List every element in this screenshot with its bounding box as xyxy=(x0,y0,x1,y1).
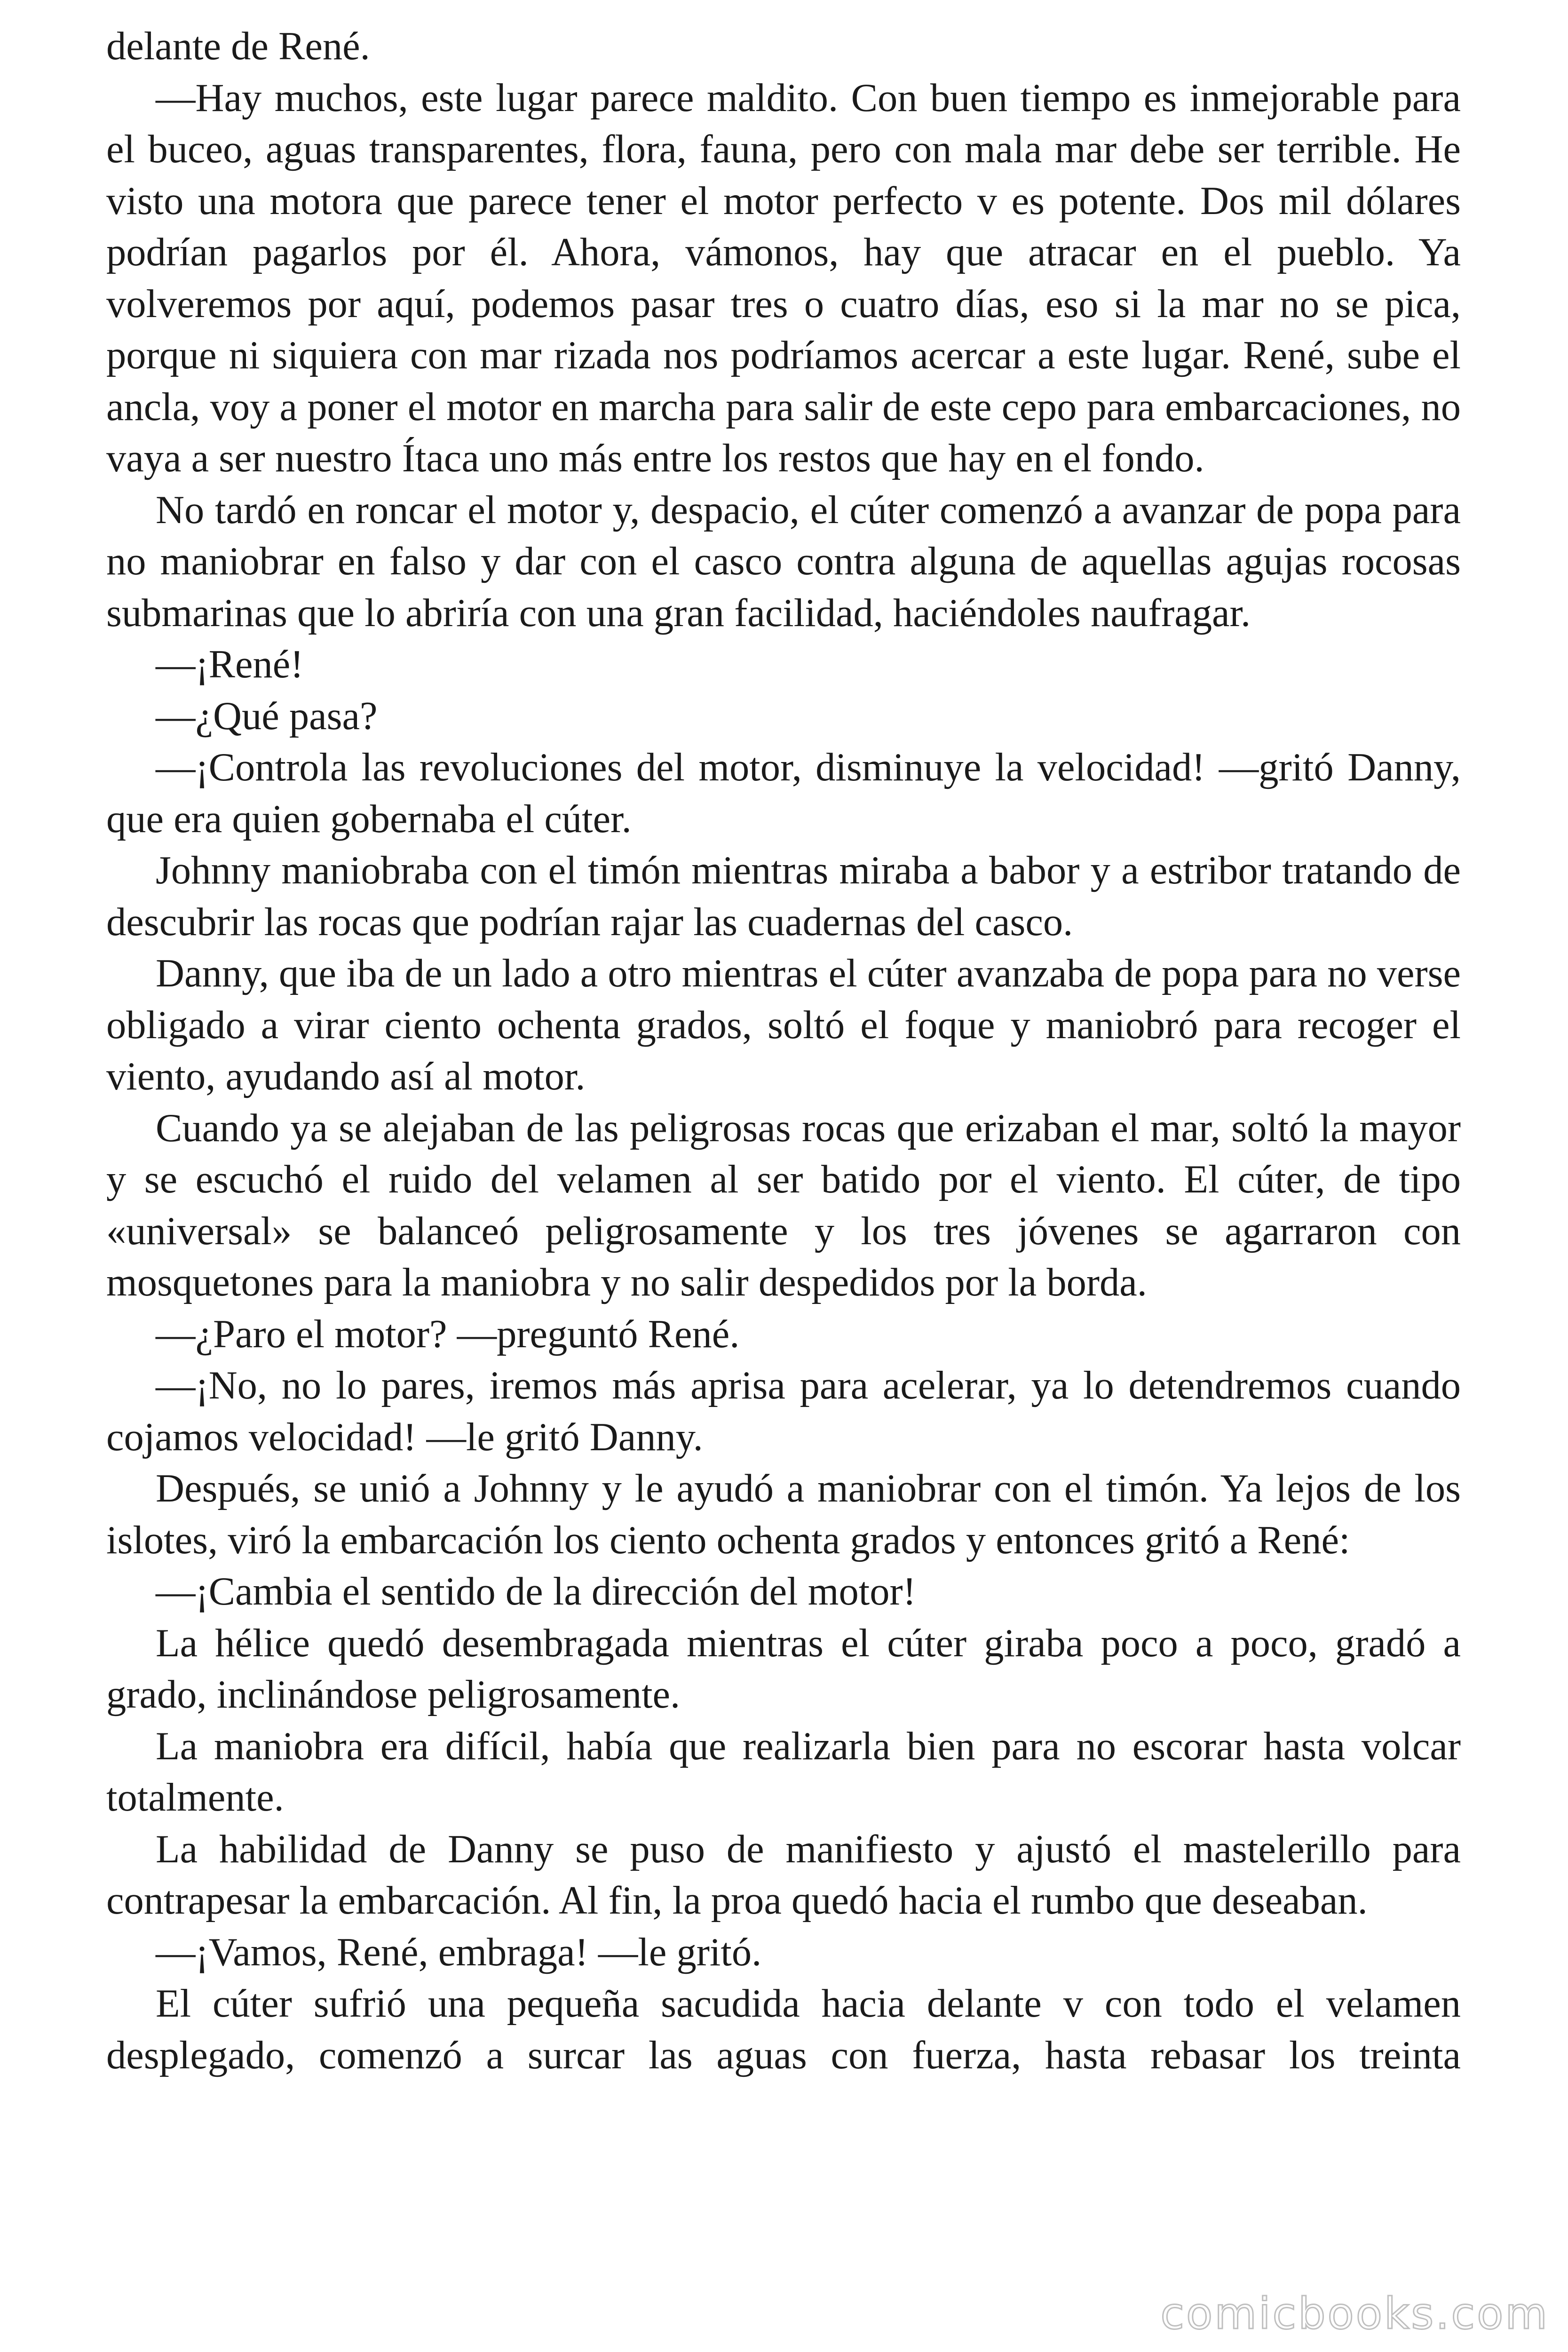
paragraph: Johnny maniobraba con el timón mientras miraba a babor y a estribor tratando de descubrir las rocas que podrían rajar las cuadernas del casco. xyxy=(106,849,1461,944)
paragraph: —¿Paro el motor? —preguntó René. xyxy=(156,1312,740,1356)
watermark: comicbooks.com xyxy=(1160,2288,1549,2339)
paragraph: El cúter sufrió una pequeña sacudida hacia delante v con todo el velamen desplegado, comenzó a surcar las aguas con fuerza, hasta rebasar los treinta xyxy=(106,1982,1461,2077)
paragraph: —Hay muchos, este lugar parece maldito. Con buen tiempo es inmejorable para el buceo, aguas transparentes, flora, fauna, pero con mala mar debe ser terrible. He visto una motora que parece tener el motor perfecto v es potente. Dos mil dólares podrían pagarlos por él. Ahora, vámonos, hay que atracar en el pueblo. Ya volveremos por aquí, podemos pasar tres o cuatro días, eso si la mar no se pica, porque ni siquiera con mar rizada nos podríamos acercar a este lugar. René, sube el ancla, voy a poner el motor en marcha para salir de este cepo para embarcaciones, no vaya a ser nuestro Ítaca uno más entre los restos que hay en el fondo. xyxy=(106,76,1461,480)
paragraph: Danny, que iba de un lado a otro mientras el cúter avanzaba de popa para no verse obligado a virar ciento ochenta grados, soltó el foque y maniobró para recoger el viento, ayudando así al motor. xyxy=(106,952,1461,1098)
paragraph: —¡Vamos, René, embraga! —le gritó. xyxy=(156,1930,762,1974)
paragraph: —¡Controla las revoluciones del motor, disminuye la velocidad! —gritó Danny, que era quien gobernaba el cúter. xyxy=(106,746,1461,841)
paragraph: La maniobra era difícil, había que realizarla bien para no escorar hasta volcar totalmente. xyxy=(106,1724,1461,1820)
paragraph: delante de René. xyxy=(106,24,370,68)
paragraph: La habilidad de Danny se puso de manifiesto y ajustó el mastelerillo para contrapesar la embarcación. Al fin, la proa quedó hacia el rumbo que deseaban. xyxy=(106,1827,1461,1923)
paragraph: —¡René! xyxy=(156,643,304,686)
paragraph: Cuando ya se alejaban de las peligrosas rocas que erizaban el mar, soltó la mayor y se escuchó el ruido del velamen al ser batido por el viento. El cúter, de tipo «universal» se balanceó peligrosamente y los tres jóvenes se agarraron con mosquetones para la maniobra y no salir despedidos por la borda. xyxy=(106,1106,1461,1304)
paragraph: —¿Qué pasa? xyxy=(156,694,378,738)
paragraph: No tardó en roncar el motor y, despacio, el cúter comenzó a avanzar de popa para no maniobrar en falso y dar con el casco contra alguna de aquellas agujas rocosas submarinas que lo abriría con una gran facilidad, haciéndoles naufragar. xyxy=(106,488,1461,635)
page-body-text xyxy=(106,21,1461,2081)
paragraph: —¡No, no lo pares, iremos más aprisa para acelerar, ya lo detendremos cuando cojamos velocidad! —le gritó Danny. xyxy=(106,1364,1461,1459)
paragraph: —¡Cambia el sentido de la dirección del motor! xyxy=(156,1570,916,1613)
paragraph: Después, se unió a Johnny y le ayudó a maniobrar con el timón. Ya lejos de los islotes, viró la embarcación los ciento ochenta grados y entonces gritó a René: xyxy=(106,1467,1461,1562)
paragraph: La hélice quedó desembragada mientras el cúter giraba poco a poco, gradó a grado, inclinándose peligrosamente. xyxy=(106,1621,1461,1716)
